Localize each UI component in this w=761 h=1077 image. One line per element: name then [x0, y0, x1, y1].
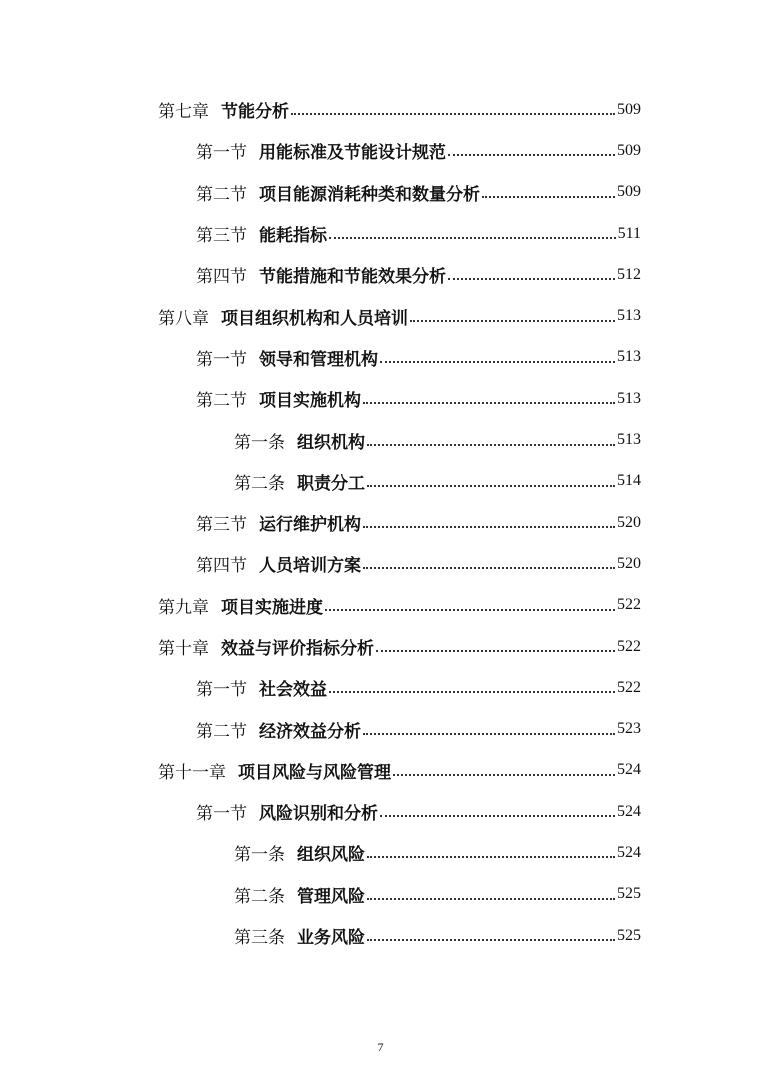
- toc-entry-chapter-10[interactable]: [0, 626, 761, 667]
- toc-entry-title: 效益与评价指标分析: [221, 639, 374, 659]
- toc-entry-title: 人员培训方案: [259, 556, 361, 577]
- toc-entry-page: 513: [617, 389, 641, 407]
- toc-entry-number: 第二条: [234, 886, 285, 907]
- dot-leader: [367, 468, 615, 487]
- toc-entry-number: 第一节: [196, 680, 247, 701]
- toc-entry-title: 组织风险: [297, 845, 365, 866]
- toc-entry-article[interactable]: [0, 461, 761, 502]
- toc-entry-section[interactable]: [0, 791, 761, 832]
- toc-entry-section[interactable]: [0, 543, 761, 584]
- toc-entry-title: 运行维护机构: [259, 515, 361, 536]
- dot-leader: [367, 922, 615, 941]
- dot-leader: [363, 550, 615, 569]
- toc-entry-number: 第七章: [158, 102, 209, 123]
- toc-entry-article[interactable]: [0, 874, 761, 915]
- toc-entry-chapter-7[interactable]: [0, 89, 761, 130]
- toc-entry-section[interactable]: [0, 708, 761, 749]
- toc-entry-page: 522: [617, 637, 641, 655]
- toc-entry-section[interactable]: [0, 667, 761, 708]
- table-of-contents: [0, 89, 761, 956]
- toc-entry-title: 节能措施和节能效果分析: [259, 267, 446, 288]
- toc-entry-page: 522: [617, 678, 641, 696]
- toc-entry-number: 第九章: [158, 597, 209, 618]
- dot-leader: [410, 303, 615, 322]
- toc-entry-section[interactable]: [0, 378, 761, 419]
- dot-leader: [367, 839, 615, 858]
- page-number: 7: [377, 1040, 384, 1054]
- toc-entry-title: 经济效益分析: [259, 721, 361, 742]
- toc-entry-number: 第三节: [196, 226, 247, 247]
- dot-leader: [448, 137, 615, 156]
- toc-entry-title: 组织机构: [297, 432, 365, 453]
- toc-entry-page: 509: [617, 183, 641, 201]
- toc-entry-page: 509: [617, 141, 641, 159]
- toc-entry-number: 第二节: [196, 391, 247, 412]
- toc-entry-chapter-8[interactable]: [0, 295, 761, 336]
- toc-entry-page: 524: [617, 761, 641, 779]
- toc-entry-page: 520: [617, 554, 641, 572]
- toc-entry-number: 第四节: [196, 556, 247, 577]
- toc-entry-page: 513: [617, 348, 641, 366]
- toc-entry-number: 第八章: [158, 308, 209, 329]
- dot-leader: [329, 220, 616, 239]
- dot-leader: [482, 179, 615, 198]
- toc-entry-page: 513: [617, 431, 641, 449]
- toc-entry-title: 社会效益: [259, 680, 327, 701]
- toc-entry-article[interactable]: [0, 419, 761, 460]
- toc-entry-section[interactable]: [0, 254, 761, 295]
- toc-entry-number: 第十一章: [158, 762, 226, 783]
- toc-entry-title: 领导和管理机构: [259, 349, 378, 370]
- toc-entry-title: 风险识别和分析: [259, 804, 378, 825]
- toc-entry-page: 524: [617, 843, 641, 861]
- dot-leader: [367, 881, 615, 900]
- toc-entry-number: 第十章: [158, 639, 209, 659]
- toc-entry-page: 525: [617, 926, 641, 944]
- toc-entry-page: 513: [617, 307, 641, 325]
- dot-leader: [367, 427, 615, 446]
- toc-entry-number: 第二节: [196, 721, 247, 742]
- toc-entry-section[interactable]: [0, 130, 761, 171]
- toc-entry-title: 项目组织机构和人员培训: [221, 308, 408, 329]
- toc-entry-number: 第三条: [234, 928, 285, 949]
- toc-entry-number: 第四节: [196, 267, 247, 288]
- toc-entry-title: 项目实施进度: [221, 597, 323, 618]
- dot-leader: [329, 674, 615, 693]
- toc-entry-title: 职责分工: [297, 473, 365, 494]
- dot-leader: [380, 798, 615, 817]
- toc-entry-title: 能耗指标: [259, 226, 327, 247]
- dot-leader: [325, 592, 615, 611]
- toc-entry-page: 525: [617, 885, 641, 903]
- toc-entry-page: 511: [617, 224, 641, 242]
- dot-leader: [393, 757, 615, 776]
- toc-entry-number: 第三节: [196, 515, 247, 536]
- toc-entry-title: 项目能源消耗种类和数量分析: [259, 184, 480, 205]
- toc-entry-title: 节能分析: [221, 102, 289, 123]
- toc-entry-number: 第一条: [234, 845, 285, 866]
- dot-leader: [363, 509, 615, 528]
- dot-leader: [291, 96, 615, 115]
- toc-entry-title: 管理风险: [297, 886, 365, 907]
- toc-entry-number: 第二节: [196, 184, 247, 205]
- toc-entry-title: 项目实施机构: [259, 391, 361, 412]
- toc-entry-page: 522: [617, 596, 641, 614]
- toc-entry-number: 第一节: [196, 143, 247, 164]
- dot-leader: [448, 261, 615, 280]
- toc-entry-number: 第一节: [196, 349, 247, 370]
- toc-entry-number: 第二条: [234, 473, 285, 494]
- dot-leader: [376, 633, 615, 652]
- dot-leader: [363, 716, 615, 735]
- dot-leader: [363, 385, 615, 404]
- toc-entry-section[interactable]: [0, 502, 761, 543]
- toc-entry-title: 业务风险: [297, 928, 365, 949]
- toc-entry-section[interactable]: [0, 337, 761, 378]
- toc-entry-article[interactable]: [0, 915, 761, 956]
- toc-entry-title: 用能标准及节能设计规范: [259, 143, 446, 164]
- toc-entry-title: 项目风险与风险管理: [238, 762, 391, 783]
- toc-entry-section[interactable]: [0, 172, 761, 213]
- toc-entry-page: 512: [617, 265, 641, 283]
- toc-entry-chapter-9[interactable]: [0, 585, 761, 626]
- toc-entry-article[interactable]: [0, 832, 761, 873]
- dot-leader: [380, 344, 615, 363]
- toc-entry-chapter-11[interactable]: [0, 750, 761, 791]
- toc-entry-page: 509: [617, 100, 641, 118]
- toc-entry-page: 520: [617, 513, 641, 531]
- toc-entry-page: 514: [617, 472, 641, 490]
- toc-entry-number: 第一节: [196, 804, 247, 825]
- toc-entry-page: 524: [617, 802, 641, 820]
- toc-entry-page: 523: [617, 720, 641, 738]
- toc-entry-number: 第一条: [234, 432, 285, 453]
- toc-entry-section[interactable]: [0, 213, 761, 254]
